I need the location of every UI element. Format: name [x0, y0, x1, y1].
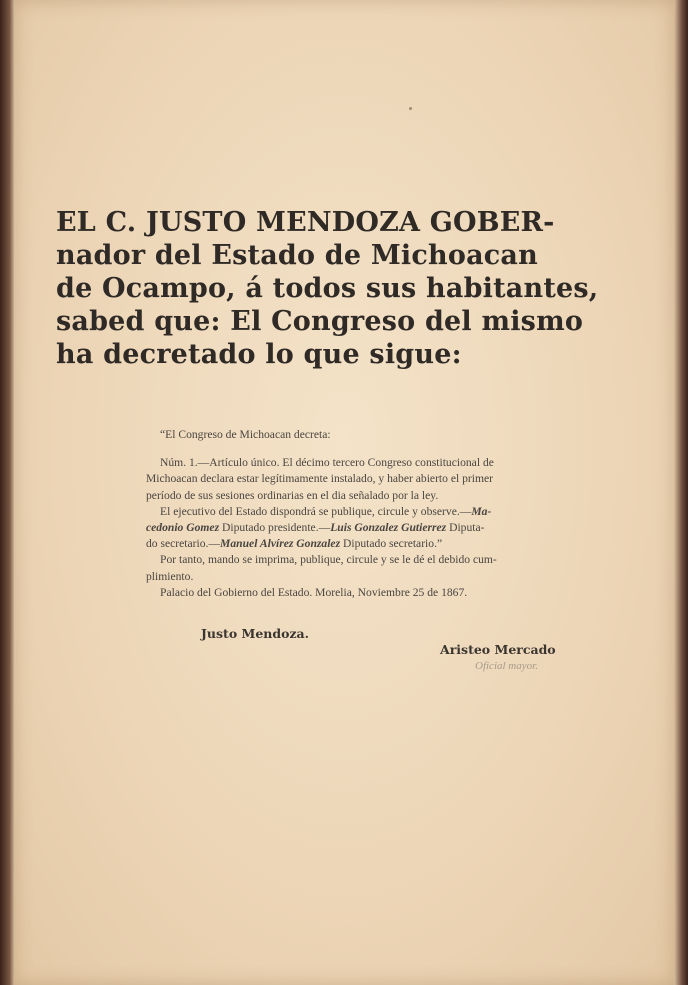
- decree-line: Núm. 1.—Artículo único. El décimo tercero Congreso constitucional de: [160, 456, 494, 470]
- book-spine-edge: [0, 0, 14, 985]
- heading-line: EL C. JUSTO MENDOZA GOBER-: [56, 207, 555, 238]
- secretary-title: Oficial mayor.: [475, 660, 538, 672]
- heading-line: sabed que: El Congreso del mismo: [56, 306, 584, 337]
- decree-name: Manuel Alvírez Gonzalez: [220, 537, 341, 551]
- decree-order: [146, 552, 630, 584]
- decree-text-run: Diputa-: [446, 521, 485, 535]
- decree-line: Por tanto, mando se imprima, publique, circule y se le dé el debido cum-: [160, 553, 497, 567]
- decree-text-run: do secretario.—: [146, 537, 221, 551]
- decree-line: Michoacan declara estar legítimamente instalado, y haber abierto el primer: [146, 472, 494, 486]
- decree-text-run: Diputado presidente.—: [219, 521, 331, 535]
- decree-name: Ma-: [471, 504, 492, 518]
- decree-line: [146, 504, 630, 520]
- decree-line: período de sus sesiones ordinarias en el dia señalado por la ley.: [146, 488, 439, 502]
- secretary-signature: Aristeo Mercado: [440, 642, 556, 657]
- decree-line: [146, 536, 630, 552]
- governor-signature: Justo Mendoza.: [201, 626, 310, 641]
- paper-speck: [409, 107, 412, 110]
- decree-line: Palacio del Gobierno del Estado. Morelia, Noviembre 25 de 1867.: [160, 585, 468, 599]
- heading-line: nador del Estado de Michoacan: [56, 240, 538, 271]
- proclamation-heading: [56, 206, 628, 371]
- decree-line: plimiento.: [146, 569, 194, 583]
- decree-article: [146, 455, 630, 504]
- decree-text: [146, 427, 630, 601]
- decree-name: cedonio Gomez: [146, 521, 220, 535]
- heading-line: ha decretado lo que sigue:: [56, 339, 462, 370]
- decree-text-run: Diputado secretario.”: [340, 537, 443, 551]
- decree-opening: “El Congreso de Michoacan decreta:: [160, 428, 331, 441]
- decree-name: Luis Gonzalez Gutierrez: [330, 521, 447, 535]
- decree-place-date: [146, 585, 630, 601]
- book-page-edge: [674, 0, 688, 985]
- heading-line: de Ocampo, á todos sus habitantes,: [56, 273, 599, 304]
- decree-text-run: El ejecutivo del Estado dispondrá se publique, circule y observe.—: [160, 504, 472, 518]
- decree-line: [146, 520, 630, 536]
- decree-signatories: [146, 504, 630, 553]
